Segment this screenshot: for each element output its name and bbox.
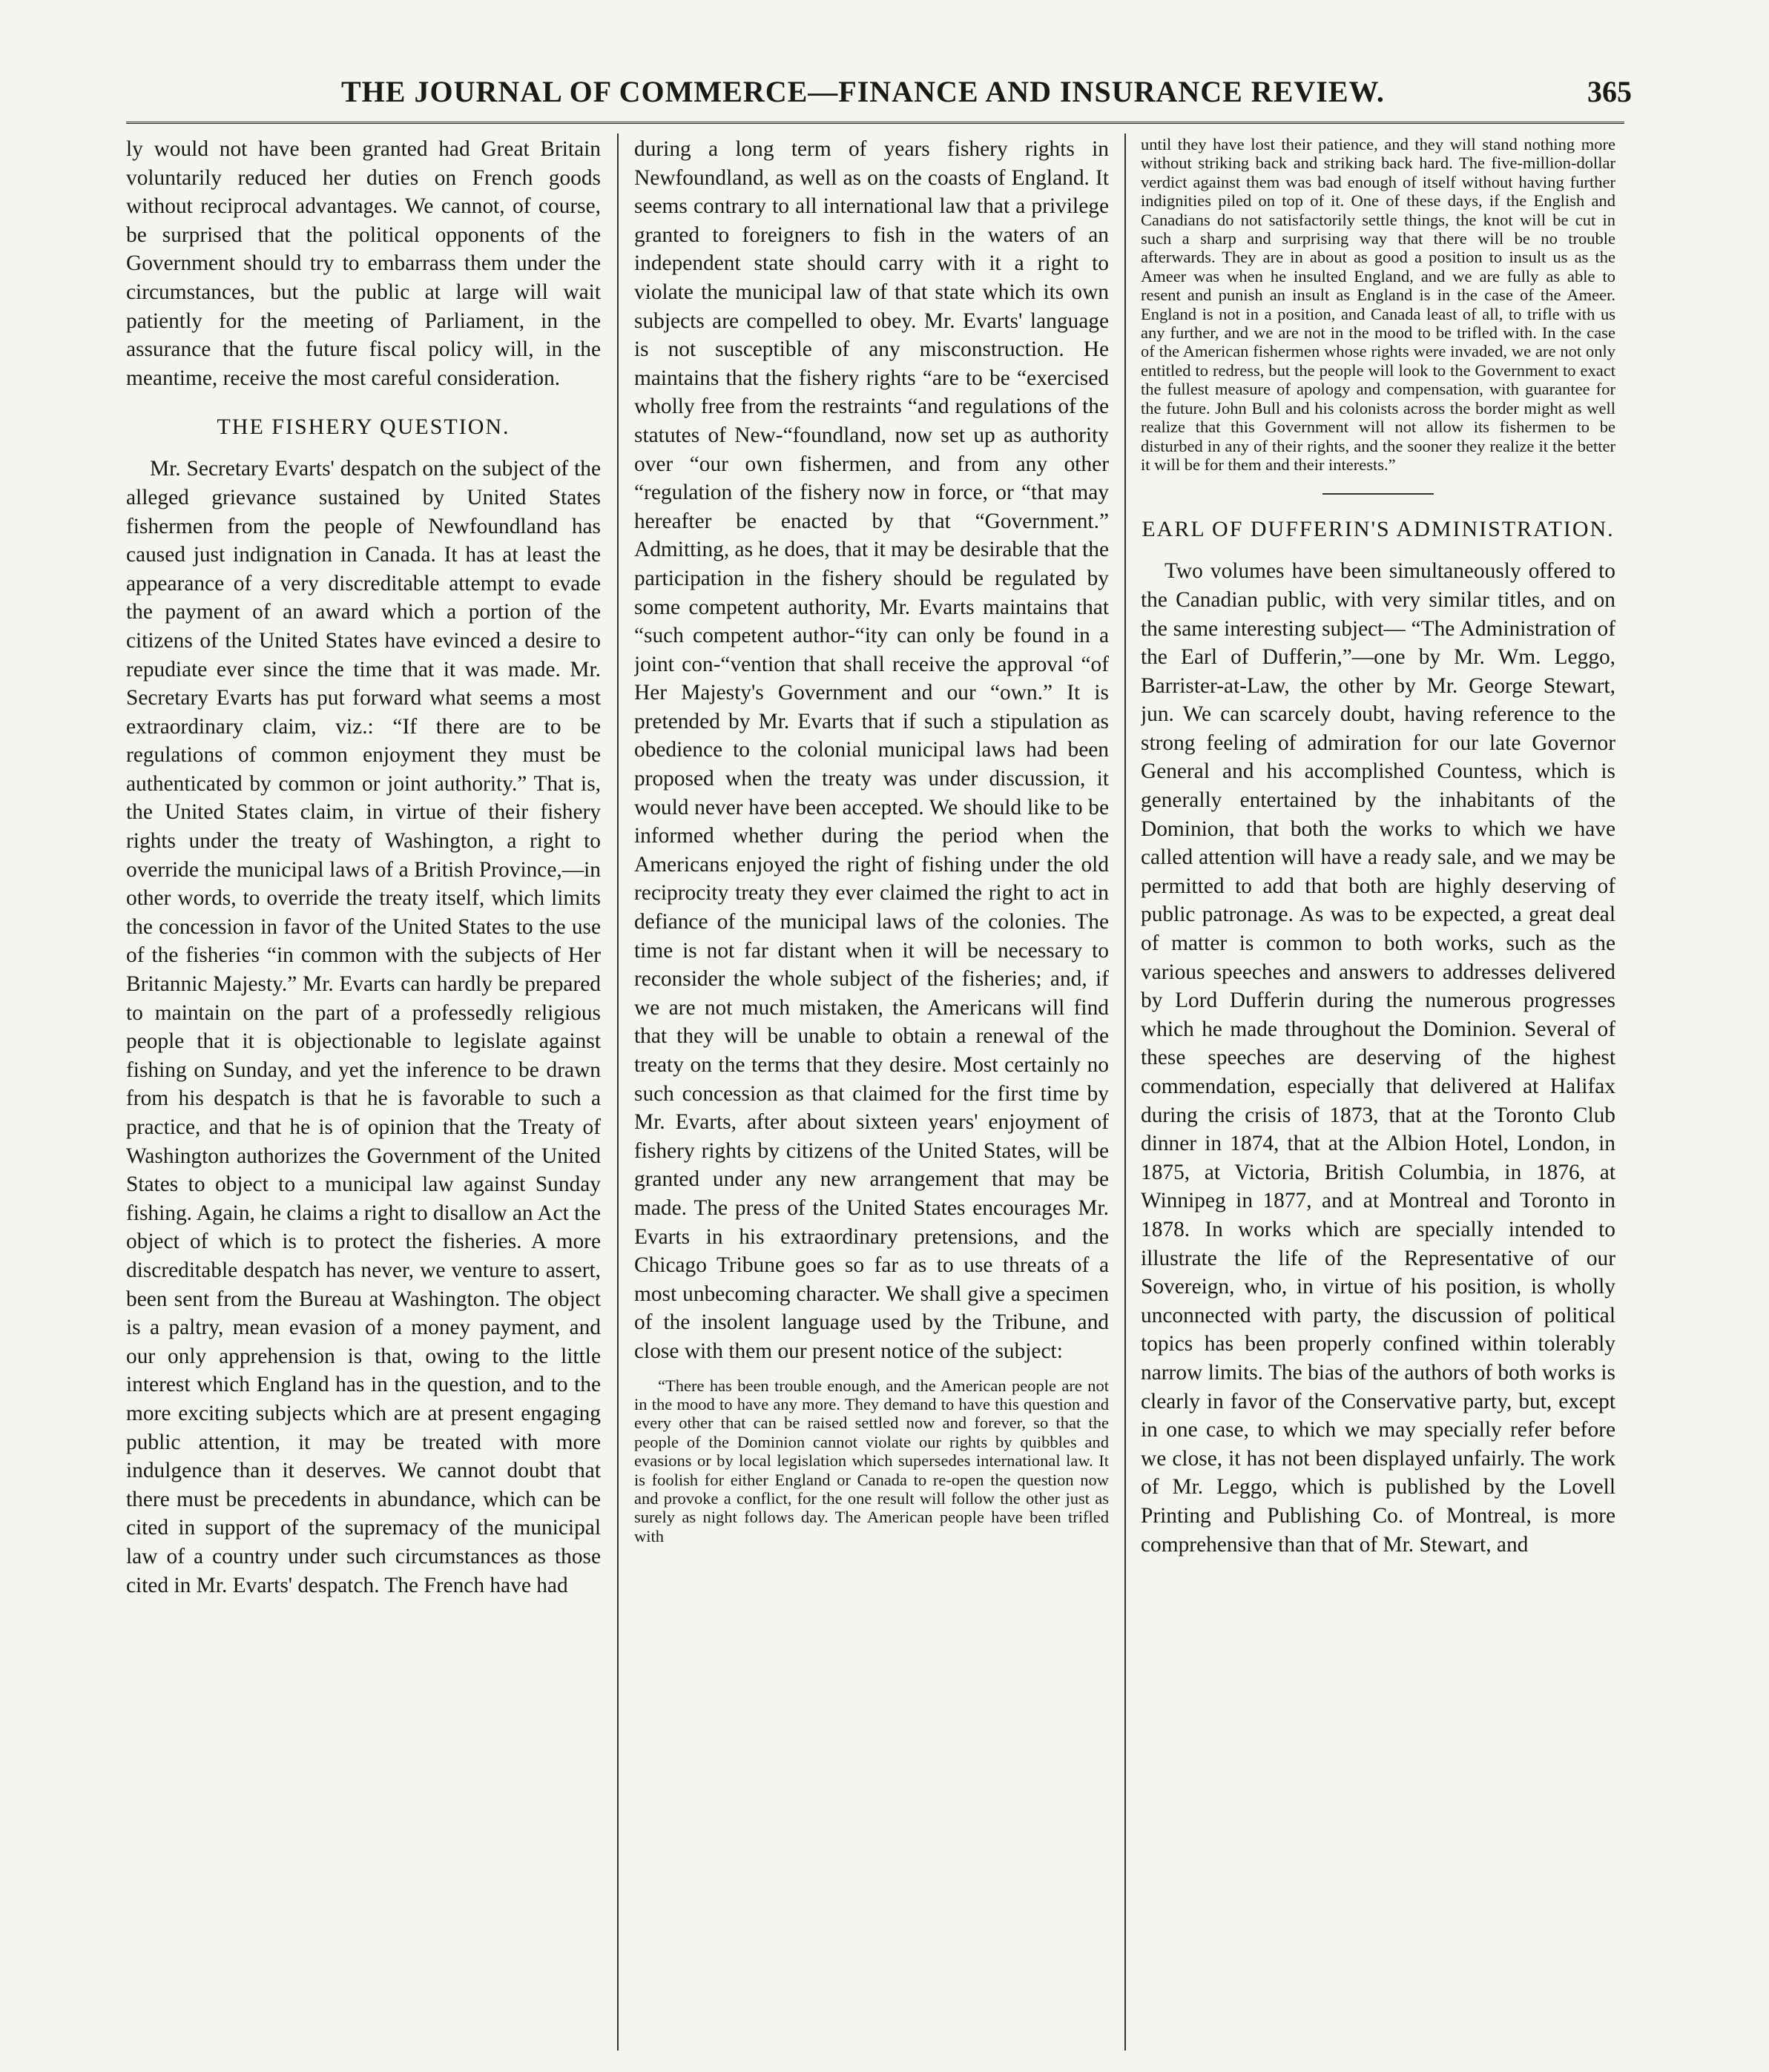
paragraph-fishery-question: Mr. Secretary Evarts' despatch on the subject of the alleged grievance sustained by United States fishermen from the people of Newfoundland has caused just indignation in Canada. It has at least the appearance of a very discreditable attempt to evade the payment of an award which a portion of the citizens of the United States have evinced a desire to repudiate ever since the time that it was made. Mr. Secretary Evarts has put forward what seems a most extraordinary claim, viz.: “If there are to be regulations of common enjoyment they must be authenticated by common or joint authority.” That is, the United States claim, in virtue of their fishery rights under the treaty of Washington, a right to override the municipal laws of a British Province,—in other words, to override the treaty itself, which limits the concession in favor of the United States to the use of the fisheries “in common with the subjects of Her Britannic Majesty.” Mr. Evarts can hardly be prepared to maintain on the part of a professedly religious people that it is objectionable to legislate against fishing on Sunday, and yet the inference to be drawn from his despatch is that he is favorable to such a practice, and that he is of opinion that the Treaty of Washington authorizes the Government of the United States to object to a municipal law against Sunday fishing. Again, he claims a right to disallow an Act the object of which is to protect the fisheries. A more discreditable despatch has never, we venture to assert, been sent from the Bureau at Washington. The object is a paltry, mean evasion of a money payment, and our only apprehension is that, owing to the little interest which England has in the question, and to the more exciting subjects which are at present engaging public attention, it may be treated with more indulgence than it deserves. We cannot doubt that there must be precedents in abundance, which can be cited in support of the supremacy of the municipal law of a country under such circumstances as those cited in Mr. Evarts' despatch. The French have had	[126, 457, 601, 1597]
column-rule-1	[617, 133, 619, 2050]
journal-title: THE JOURNAL OF COMMERCE—FINANCE AND INSURANCE REVIEW.	[341, 75, 1385, 108]
paragraph-dufferin-administration: Two volumes have been simultaneously offered to the Canadian public, with very similar titles, and on the same interesting subject— “The Administration of the Earl of Dufferin,”—one by Mr. Wm. Leggo, Barrister-at-Law, the other by Mr. George Stewart, jun. We can scarcely doubt, having reference to the strong feeling of admiration for our late Governor General and his accomplished Countess, which is generally entertained by the inhabitants of the Dominion, that both the works to which we have called attention will have a ready sale, and we may be permitted to add that both are highly deserving of public patronage. As was to be expected, a great deal of matter is common to both works, such as the various speeches and answers to addresses delivered by Lord Dufferin during the numerous progresses which he made throughout the Dominion. Several of these speeches are deserving of the highest commendation, especially that delivered at Halifax during the crisis of 1873, that at the Toronto Club dinner in 1874, that at the Albion Hotel, London, in 1875, at Victoria, British Columbia, in 1876, at Winnipeg in 1877, and at Montreal and Toronto in 1878. In works which are specially intended to illustrate the life of the Representative of our Sovereign, who, in virtue of his position, is wholly unconnected with party, the discussion of political topics has been properly confined within tolerably narrow limits. The bias of the authors of both works is clearly in favor of the Conservative party, but, except in one case, to which we may specially refer before we close, it has not been displayed unfairly. The work of Mr. Leggo, which is published by the Lovell Printing and Publishing Co. of Montreal, is more comprehensive than that of Mr. Stewart, and	[1141, 559, 1615, 1557]
tribune-quote-part-2: until they have lost their patience, and they will stand nothing more without striking back and striking back hard. The five-million-dollar verdict against them was bad enough of itself without having further indignities piled on top of it. One of these days, if the English and Canadians do not satisfactorily settle things, the knot will be cut in such a sharp and surprising way that there will be no trouble afterwards. They are in about as good a position to insult us as the Ameer was when he insulted England, and we are fully as able to resent and punish an insult as England is in the case of the Ameer. England is not in a position, and Canada least of all, to trifle with us any further, and we are not in the mood to be trifled with. In the case of the American fishermen whose rights were invaded, we are not only entitled to redress, but the people will look to the Government to exact the fullest measure of apology and compensation, with guarantee for the future. John Bull and his colonists across the border might as well realize that this Government will not allow its fishermen to be disturbed in any of their rights, and the sooner they realize it the better it will be for them and their interests.”	[1141, 135, 1615, 474]
column-2	[634, 135, 1109, 2048]
tribune-quote-part-1: “There has been trouble enough, and the American people are not in the mood to have any more. They demand to have this question and every other that can be raised settled now and forever, so that the people of the Dominion cannot violate our rights by quibbles and evasions or by local legislation which supersedes international law. It is foolish for either England or Canada to re-open the question now and provoke a conflict, for the one result will follow the other just as surely as night follows day. The American people have been trifled with	[634, 1376, 1109, 1545]
heading-fishery-question: THE FISHERY QUESTION.	[217, 415, 510, 440]
column-3	[1141, 135, 1615, 2048]
paragraph-fiscal-policy: ly would not have been granted had Great Britain voluntarily reduced her duties on French goods without reciprocal advantages. We cannot, of course, be surprised that the political opponents of the Government should try to embarrass them under the circumstances, but the public at large will wait patiently for the meeting of Parliament, in the assurance that the future fiscal policy will, in the meantime, receive the most careful consideration.	[126, 137, 601, 390]
heading-dufferin-administration: EARL OF DUFFERIN'S ADMINISTRATION.	[1142, 517, 1615, 542]
page-number: 365	[1587, 75, 1632, 108]
column-1	[126, 135, 601, 2048]
section-divider	[1322, 493, 1434, 495]
column-rule-2	[1124, 133, 1126, 2050]
page-header	[126, 70, 1632, 124]
paragraph-fishery-continued: during a long term of years fishery rights in Newfoundland, as well as on the coasts of England. It seems contrary to all international law that a privilege granted to foreigners to fish in the waters of an independent state should carry with it a right to violate the municipal law of that state which its own subjects are compelled to obey. Mr. Evarts' language is not susceptible of any misconstruction. He maintains that the fishery rights “are to be “exercised wholly free from the restraints “and regulations of the statutes of New-“foundland, now set up as authority over “our own fishermen, and from any other “regulation of the fishery now in force, or “that may hereafter be enacted by that “Government.” Admitting, as he does, that it may be desirable that the participation in the fishery should be regulated by some competent authority, Mr. Evarts maintains that “such competent author-“ity can only be found in a joint con-“vention that shall receive the approval “of Her Majesty's Government and our “own.” It is pretended by Mr. Evarts that if such a stipulation as obedience to the colonial municipal laws had been proposed when the treaty was under discussion, it would never have been accepted. We should like to be informed whether during the period when the Americans enjoyed the right of fishing under the old reciprocity treaty they ever claimed the right to act in defiance of the municipal laws of the colonies. The time is not far distant when it will be necessary to reconsider the whole subject of the fisheries; and, if we are not much mistaken, the Americans will find that they will be unable to obtain a renewal of the treaty on the terms that they desire. Most certainly no such concession as that claimed for the first time by Mr. Evarts, after about sixteen years' enjoyment of fishery rights by citizens of the United States, will be granted under any new arrangement that may be made. The press of the United States encourages Mr. Evarts in his extraordinary pretensions, and the Chicago Tribune goes so far as to use threats of a most unbecoming character. We shall give a specimen of the insolent language used by the Tribune, and close with them our present notice of the subject:	[634, 137, 1109, 1363]
